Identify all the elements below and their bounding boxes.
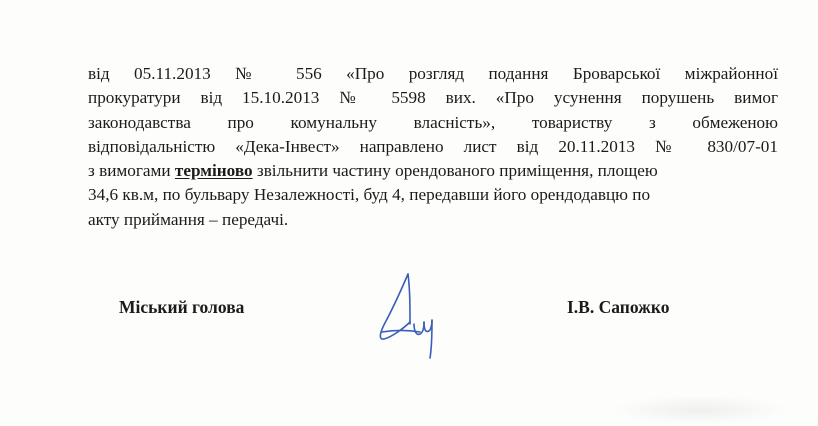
- text-line-2: прокуратури від 15.10.2013 № 5598 вих. «Про усунення порушень вимог: [88, 88, 778, 108]
- emphasized-word: терміново: [174, 161, 253, 181]
- text-line-7: акту приймання – передачі.: [88, 209, 289, 229]
- text-line-5-end: звільнити частину орендованого приміщення, площею: [252, 161, 658, 181]
- letter-body: [88, 62, 778, 232]
- text-line-3: законодавства про комунальну власність», товариству з обмеженою: [88, 112, 778, 132]
- text-line-1: від 05.11.2013 № 556 «Про розгляд подання Броварської міжрайонної: [88, 64, 778, 83]
- signatory-title: Міський голова: [119, 297, 245, 317]
- scan-artifact: [610, 395, 790, 425]
- text-line-6: 34,6 кв.м, по бульвару Незалежності, буд 4, передавши його орендодавцю по: [88, 185, 651, 205]
- text-line-4: відповідальністю «Дека-Інвест» направлено лист від 20.11.2013 № 830/07-01: [88, 136, 778, 156]
- signatory-name: І.В. Сапожко: [567, 297, 670, 317]
- text-line-5: [88, 159, 778, 183]
- text-line-5-start: з вимогами: [88, 161, 175, 181]
- handwritten-signature: [370, 266, 470, 366]
